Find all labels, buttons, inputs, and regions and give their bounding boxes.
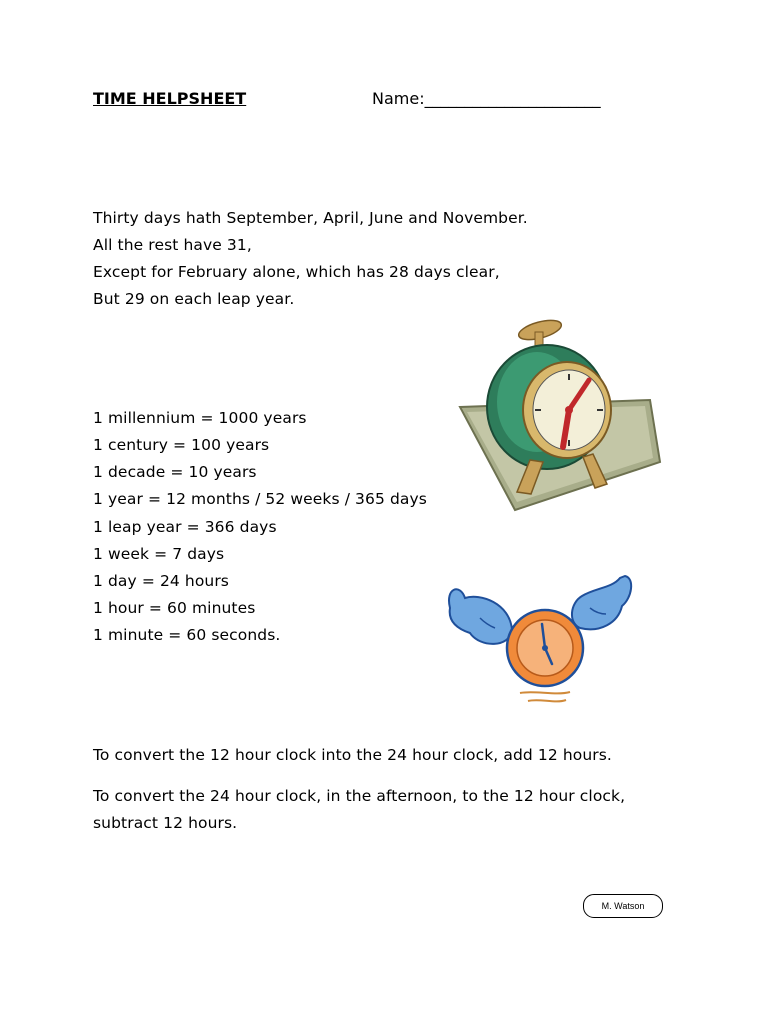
author-signature-badge: M. Watson — [583, 894, 663, 918]
page-title: TIME HELPSHEET — [93, 89, 247, 108]
conversion-item: 1 week = 7 days — [93, 545, 225, 563]
poem-line: Except for February alone, which has 28 days clear, — [93, 263, 500, 281]
conversion-item: 1 day = 24 hours — [93, 572, 229, 590]
rule-24-to-12-line2: subtract 12 hours. — [93, 814, 238, 832]
conversion-item: 1 millennium = 1000 years — [93, 409, 307, 427]
poem-line: All the rest have 31, — [93, 236, 252, 254]
conversion-item: 1 leap year = 366 days — [93, 518, 277, 536]
name-field[interactable]: Name:______________________ — [372, 89, 601, 108]
poem-line: But 29 on each leap year. — [93, 290, 295, 308]
alarm-clock-illustration — [455, 312, 665, 517]
conversion-item: 1 decade = 10 years — [93, 463, 257, 481]
winged-clock-illustration — [440, 568, 640, 713]
conversion-item: 1 hour = 60 minutes — [93, 599, 256, 617]
rule-12-to-24: To convert the 12 hour clock into the 24 hour clock, add 12 hours. — [93, 746, 612, 764]
conversion-item: 1 year = 12 months / 52 weeks / 365 days — [93, 490, 427, 508]
poem-line: Thirty days hath September, April, June and November. — [93, 209, 528, 227]
conversion-item: 1 century = 100 years — [93, 436, 270, 454]
conversion-item: 1 minute = 60 seconds. — [93, 626, 281, 644]
rule-24-to-12-line1: To convert the 24 hour clock, in the afternoon, to the 12 hour clock, — [93, 787, 626, 805]
